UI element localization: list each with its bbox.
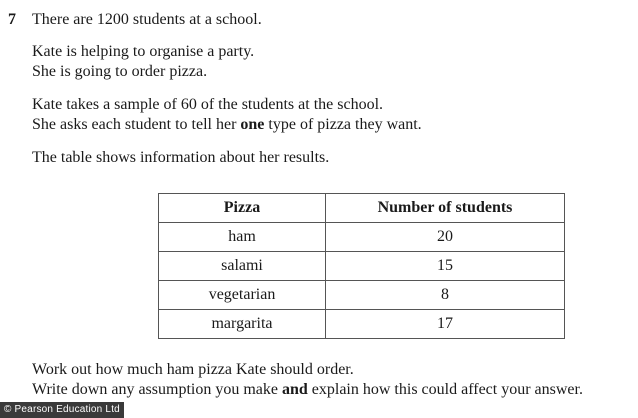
task-line-2-before: Write down any assumption you make	[32, 381, 282, 398]
task-line-2-bold: and	[281, 381, 308, 398]
intro-text: There are 1200 students at a school.	[32, 11, 262, 28]
context-line-1: Kate is helping to organise a party.	[32, 43, 255, 60]
sample-paragraph	[32, 95, 632, 135]
table-header-row	[159, 194, 565, 223]
sample-line-2-bold: one	[240, 116, 265, 133]
header-pizza: Pizza	[159, 194, 326, 223]
cell-count: 15	[326, 252, 565, 281]
sample-line-2-before: She asks each student to tell her	[32, 116, 241, 133]
cell-count: 8	[326, 281, 565, 310]
task-line-2-after: explain how this could affect your answer.	[307, 381, 583, 398]
copyright-watermark: © Pearson Education Ltd	[0, 402, 124, 418]
cell-pizza: vegetarian	[159, 281, 326, 310]
table-intro-paragraph	[32, 148, 632, 168]
task-line-2	[32, 380, 632, 400]
table-intro-text: The table shows information about her results.	[32, 149, 330, 166]
table-row	[159, 223, 565, 252]
sample-line-2	[32, 115, 632, 135]
context-paragraph	[32, 42, 632, 82]
sample-line-1: Kate takes a sample of 60 of the students at the school.	[32, 96, 384, 113]
sample-line-2-after: type of pizza they want.	[264, 116, 422, 133]
table-row	[159, 310, 565, 339]
table-row	[159, 252, 565, 281]
question-body	[32, 10, 632, 181]
question-number: 7	[8, 11, 16, 28]
results-table-wrapper	[158, 193, 565, 339]
header-number-of-students: Number of students	[326, 194, 565, 223]
results-table	[158, 193, 565, 339]
cell-count: 20	[326, 223, 565, 252]
cell-pizza: ham	[159, 223, 326, 252]
cell-pizza: salami	[159, 252, 326, 281]
task-line-1: Work out how much ham pizza Kate should order.	[32, 361, 354, 378]
cell-pizza: margarita	[159, 310, 326, 339]
task-instructions	[32, 360, 632, 400]
table-row	[159, 281, 565, 310]
context-line-2: She is going to order pizza.	[32, 63, 208, 80]
intro-paragraph	[32, 10, 632, 30]
cell-count: 17	[326, 310, 565, 339]
